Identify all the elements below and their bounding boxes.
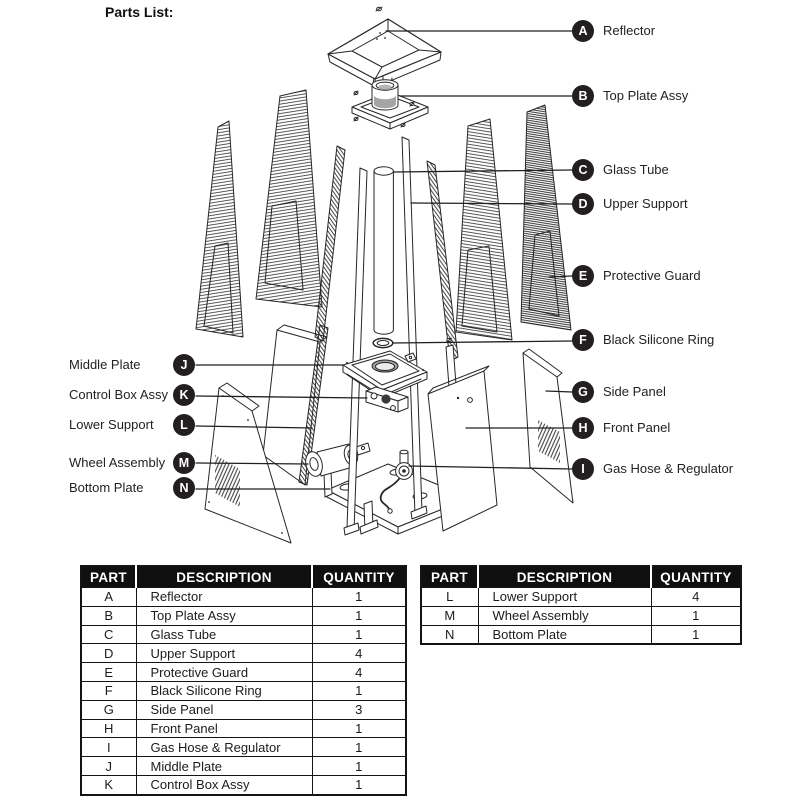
description-cell: Lower Support <box>478 588 651 607</box>
callout-label: Middle Plate <box>69 357 141 372</box>
table-row <box>421 625 741 644</box>
table-row <box>81 681 406 700</box>
callout-badge: B <box>572 85 594 107</box>
callout-badge: K <box>173 384 195 406</box>
callout-middle-plate <box>69 354 195 376</box>
callout-reflector <box>572 20 655 42</box>
quantity-cell: 3 <box>312 700 406 719</box>
callout-badge: C <box>572 159 594 181</box>
callout-label: Gas Hose & Regulator <box>603 461 734 476</box>
quantity-cell: 1 <box>312 625 406 644</box>
part-letter-cell: D <box>81 644 136 663</box>
callout-glass-tube <box>572 159 669 181</box>
description-cell: Upper Support <box>136 644 312 663</box>
wheel-assembly-part <box>303 443 370 478</box>
table-row <box>81 757 406 776</box>
quantity-cell: 1 <box>651 606 741 625</box>
callout-label: Protective Guard <box>603 268 701 283</box>
quantity-cell: 1 <box>312 719 406 738</box>
description-cell: Bottom Plate <box>478 625 651 644</box>
part-letter-cell: F <box>81 681 136 700</box>
table-row <box>81 625 406 644</box>
table-row <box>81 700 406 719</box>
description-cell: Protective Guard <box>136 663 312 682</box>
callout-label: Glass Tube <box>603 162 669 177</box>
table-row <box>81 663 406 682</box>
part-letter-cell: K <box>81 775 136 794</box>
callout-label: Bottom Plate <box>69 480 144 495</box>
callout-badge: H <box>572 417 594 439</box>
quantity-cell: 1 <box>651 625 741 644</box>
part-letter-cell: J <box>81 757 136 776</box>
table-row <box>81 738 406 757</box>
callout-front-panel <box>572 417 670 439</box>
callout-label: Reflector <box>603 23 656 38</box>
callout-label: Black Silicone Ring <box>603 332 715 347</box>
quantity-cell: 1 <box>312 775 406 794</box>
callout-badge: J <box>173 354 195 376</box>
quantity-cell: 1 <box>312 757 406 776</box>
quantity-cell: 1 <box>312 681 406 700</box>
part-letter-cell: H <box>81 719 136 738</box>
callout-badge: F <box>572 329 594 351</box>
callout-protective-guard <box>572 265 701 287</box>
callout-label: Front Panel <box>603 420 671 435</box>
callout-badge: E <box>572 265 594 287</box>
callout-lower-support <box>69 414 195 436</box>
callout-badge: D <box>572 193 594 215</box>
parts-table-left <box>80 565 407 796</box>
callout-badge: L <box>173 414 195 436</box>
part-letter-cell: M <box>421 606 478 625</box>
callout-side-panel <box>572 381 666 403</box>
quantity-cell: 4 <box>312 644 406 663</box>
callout-badge: G <box>572 381 594 403</box>
column-header: DESCRIPTION <box>136 566 312 588</box>
callout-badge: M <box>173 452 195 474</box>
table-row <box>81 644 406 663</box>
callout-gas-hose <box>572 458 733 480</box>
column-header: PART <box>81 566 136 588</box>
description-cell: Control Box Assy <box>136 775 312 794</box>
part-letter-cell: B <box>81 606 136 625</box>
description-cell: Black Silicone Ring <box>136 681 312 700</box>
callout-label: Lower Support <box>69 417 154 432</box>
callout-bottom-plate <box>69 477 195 499</box>
table-row <box>81 775 406 794</box>
quantity-cell: 4 <box>312 663 406 682</box>
quantity-cell: 1 <box>312 606 406 625</box>
column-header: QUANTITY <box>312 566 406 588</box>
callout-wheel-assembly <box>69 452 195 474</box>
quantity-cell: 4 <box>651 588 741 607</box>
callout-control-box <box>69 384 195 406</box>
callout-top-plate <box>572 85 688 107</box>
callout-label: Control Box Assy <box>69 387 168 402</box>
column-header: DESCRIPTION <box>478 566 651 588</box>
table-row <box>81 606 406 625</box>
description-cell: Top Plate Assy <box>136 606 312 625</box>
callout-label: Upper Support <box>603 196 688 211</box>
part-letter-cell: N <box>421 625 478 644</box>
callout-silicone-ring <box>572 329 714 351</box>
control-box-part <box>366 387 408 412</box>
description-cell: Glass Tube <box>136 625 312 644</box>
glass-tube-part <box>374 167 393 334</box>
table-row <box>81 719 406 738</box>
description-cell: Middle Plate <box>136 757 312 776</box>
part-letter-cell: E <box>81 663 136 682</box>
side-panel-right-part <box>523 349 573 503</box>
description-cell: Front Panel <box>136 719 312 738</box>
description-cell: Wheel Assembly <box>478 606 651 625</box>
callout-badge: I <box>572 458 594 480</box>
description-cell: Reflector <box>136 588 312 607</box>
table-row <box>81 588 406 607</box>
description-cell: Gas Hose & Regulator <box>136 738 312 757</box>
page-title: Parts List: <box>105 4 174 20</box>
callout-label: Top Plate Assy <box>603 88 689 103</box>
part-letter-cell: L <box>421 588 478 607</box>
callout-upper-support <box>572 193 688 215</box>
description-cell: Side Panel <box>136 700 312 719</box>
table-row <box>421 606 741 625</box>
silicone-ring-part <box>373 338 393 347</box>
part-letter-cell: A <box>81 588 136 607</box>
column-header: QUANTITY <box>651 566 741 588</box>
callout-badge: N <box>173 477 195 499</box>
top-plate-part <box>352 76 428 129</box>
quantity-cell: 1 <box>312 588 406 607</box>
part-letter-cell: G <box>81 700 136 719</box>
reflector-part <box>328 7 441 87</box>
part-letter-cell: I <box>81 738 136 757</box>
table-row <box>421 588 741 607</box>
quantity-cell: 1 <box>312 738 406 757</box>
parts-table-right <box>420 565 742 645</box>
column-header: PART <box>421 566 478 588</box>
callout-badge: A <box>572 20 594 42</box>
callout-label: Wheel Assembly <box>69 455 166 470</box>
callout-label: Side Panel <box>603 384 666 399</box>
part-letter-cell: C <box>81 625 136 644</box>
